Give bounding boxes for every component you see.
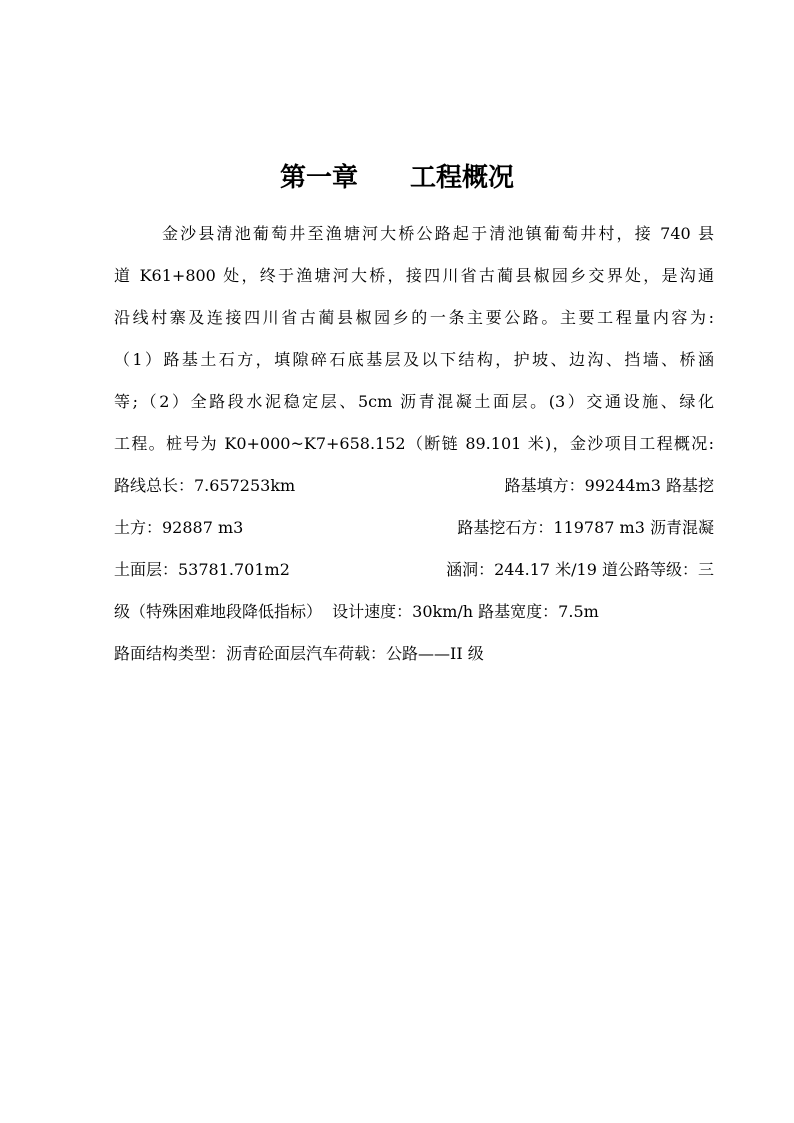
paragraph-line-4: （1）路基土石方，填隙碎石底基层及以下结构，护坡、边沟、挡墙、桥涵	[114, 350, 714, 369]
earth-excavation: 土方：92887 m3	[114, 518, 244, 537]
route-length: 路线总长：7.657253km	[114, 476, 296, 495]
culvert-grade: 涵洞：244.17 米/19 道公路等级：三	[446, 560, 714, 579]
detail-line-5: 路面结构类型：沥青砼面层汽车荷载：公路——II 级	[114, 644, 484, 663]
detail-line-4: 级（特殊困难地段降低指标） 设计速度：30km/h 路基宽度：7.5m	[114, 602, 599, 621]
chapter-title: 第一章 工程概况	[279, 163, 514, 193]
paragraph-line-3: 沿线村寨及连接四川省古蔺县椒园乡的一条主要公路。主要工程量内容为:	[114, 308, 714, 327]
detail-line-1	[114, 474, 714, 498]
detail-line-2	[114, 516, 714, 540]
asphalt-surface: 土面层：53781.701m2	[114, 560, 290, 579]
fill-volume: 路基填方：99244m3 路基挖	[504, 476, 714, 495]
paragraph-line-5: 等;（2）全路段水泥稳定层、5cm 沥青混凝土面层。(3）交通设施、绿化	[114, 392, 714, 411]
paragraph-line-6: 工程。桩号为 K0+000~K7+658.152（断链 89.101 米)，金沙项目工程概况:	[114, 434, 714, 453]
paragraph-line-1: 金沙县清池葡萄井至渔塘河大桥公路起于清池镇葡萄井村，接 740 县	[162, 224, 714, 243]
paragraph-line-2: 道 K61+800 处，终于渔塘河大桥，接四川省古蔺县椒园乡交界处，是沟通	[114, 266, 714, 285]
rock-excavation: 路基挖石方：119787 m3 沥青混凝	[457, 518, 714, 537]
detail-line-3	[114, 558, 714, 582]
